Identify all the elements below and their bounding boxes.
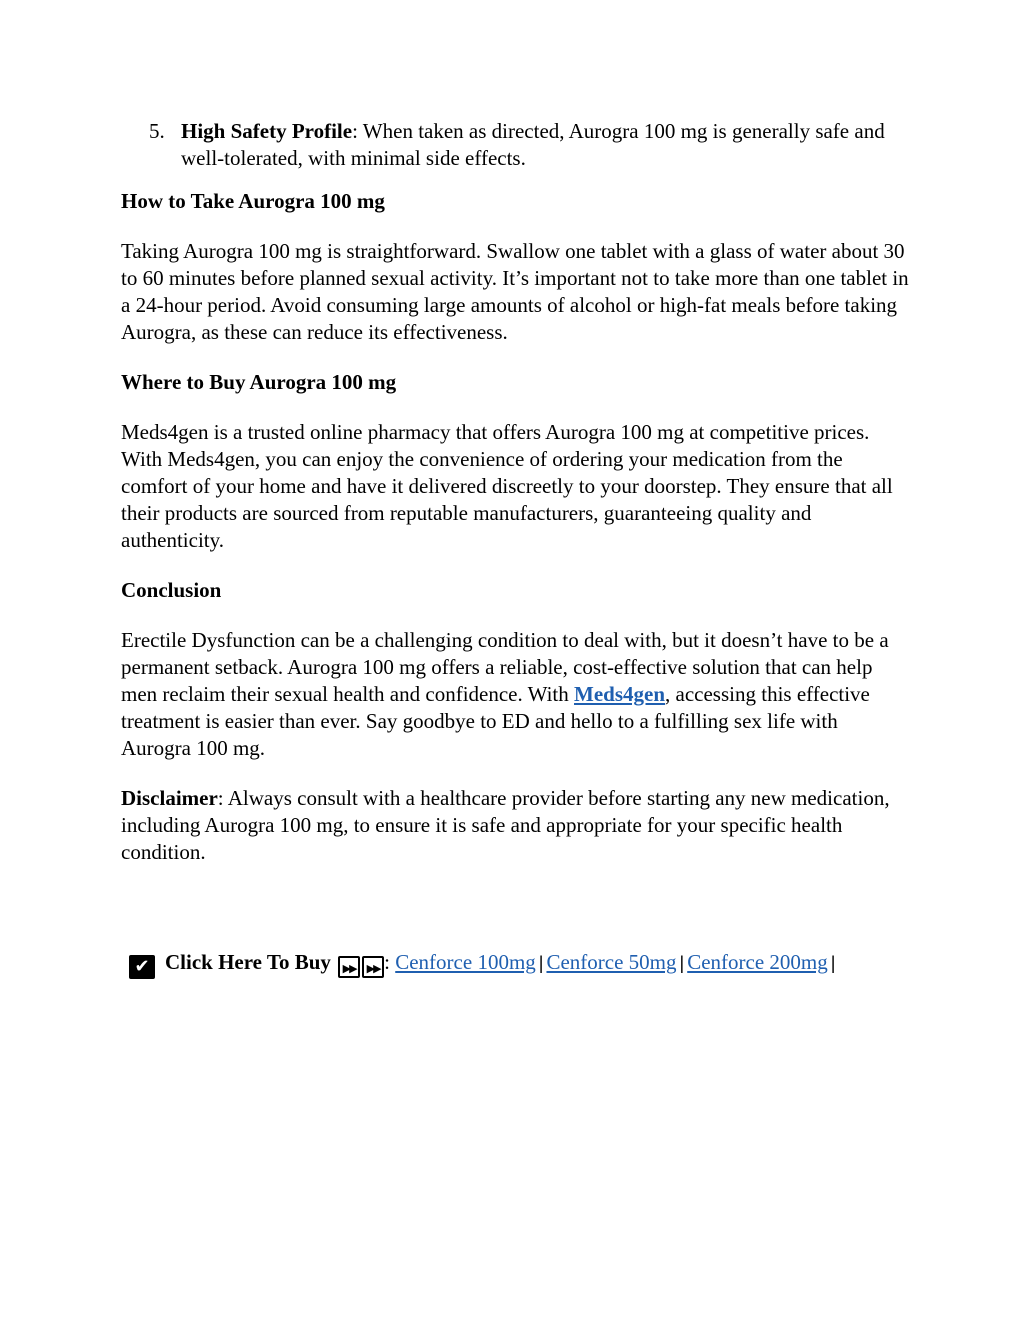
- paragraph-where-to-buy: Meds4gen is a trusted online pharmacy that offers Aurogra 100 mg at competitive prices. With Meds4gen, you can enjoy the convenience of ordering your medication from the comfort of your home and have it delivered discreetly to your doorstep. They ensure that all their products are sourced from reputable manufacturers, guaranteeing quality and authenticity.: [121, 420, 893, 552]
- cenforce-200mg-link[interactable]: Cenforce 200mg: [687, 950, 828, 974]
- paragraph-disclaimer: [121, 785, 911, 866]
- paragraph-how-to-take: Taking Aurogra 100 mg is straightforward. Swallow one tablet with a glass of water about 30 to 60 minutes before planned sexual activity. It’s important not to take more than one tablet in a 24-hour period. Avoid consuming large amounts of alcohol or high-fat meals before taking Aurogra, as these can reduce its effectiveness.: [121, 239, 909, 344]
- list-item-title: High Safety Profile: [181, 119, 353, 143]
- disclaimer-text: : Always consult with a healthcare provider before starting any new medication, including Aurogra 100 mg, to ensure it is safe and appropriate for your specific health condition.: [121, 786, 890, 864]
- check-mark-icon: ✔: [129, 955, 155, 979]
- link-separator: |: [538, 953, 544, 973]
- disclaimer-label: Disclaimer: [121, 786, 218, 810]
- fast-forward-icon: ▶▶: [362, 956, 384, 978]
- buy-colon: :: [384, 950, 390, 974]
- meds4gen-link[interactable]: Meds4gen: [574, 682, 666, 706]
- link-separator: |: [830, 953, 836, 973]
- list-item-body: [181, 118, 911, 172]
- cenforce-100mg-link[interactable]: Cenforce 100mg: [395, 950, 536, 974]
- list-item-text: : When taken as directed, Aurogra 100 mg is generally safe and well-tolerated, with minimal side effects.: [181, 119, 885, 170]
- paragraph-conclusion: [121, 627, 911, 762]
- buy-line: [121, 949, 911, 979]
- list-number: 5.: [149, 119, 165, 143]
- list-item-safety: [149, 118, 911, 172]
- conclusion-text-before: Erectile Dysfunction can be a challenging condition to deal with, but it doesn’t have to be a permanent setback. Aurogra 100 mg offers a reliable, cost-effective solution that can help men reclaim their sexual health and confidence. With: [121, 628, 889, 706]
- heading-conclusion: Conclusion: [121, 578, 222, 602]
- document-page: [121, 118, 911, 979]
- conclusion-text-after: , accessing this effective treatment is easier than ever. Say goodbye to ED and hello to a fulfilling sex life with Aurogra 100 mg.: [121, 682, 870, 760]
- fast-forward-icon: ▶▶: [338, 956, 360, 978]
- cenforce-50mg-link[interactable]: Cenforce 50mg: [546, 950, 677, 974]
- link-separator: |: [679, 953, 685, 973]
- heading-where-to-buy: Where to Buy Aurogra 100 mg: [121, 370, 397, 394]
- buy-label: Click Here To Buy: [165, 950, 331, 974]
- heading-how-to-take: How to Take Aurogra 100 mg: [121, 189, 385, 213]
- spacer: [121, 889, 911, 949]
